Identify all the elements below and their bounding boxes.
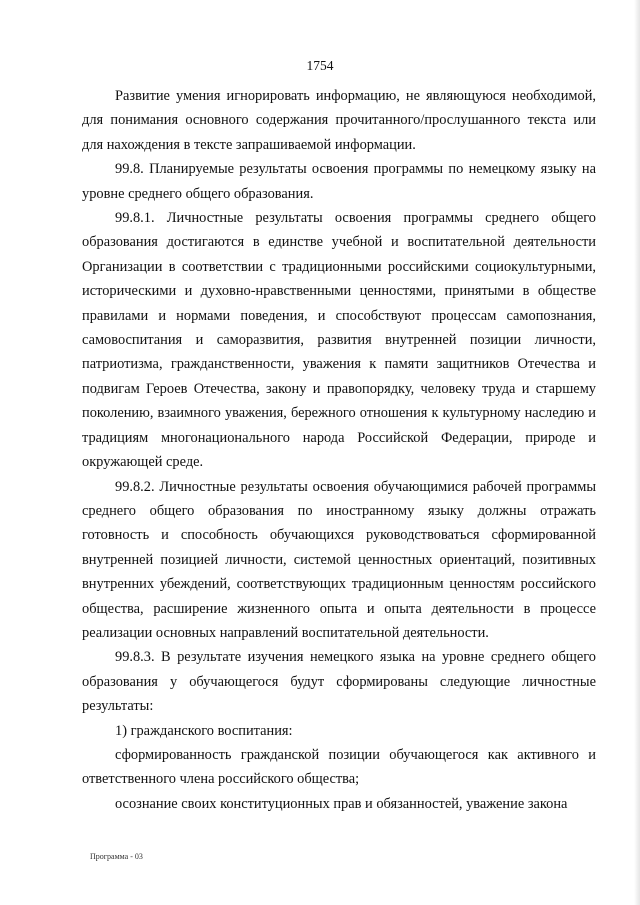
footer-label: Программа - 03	[90, 852, 143, 861]
page-edge-shadow	[634, 0, 640, 905]
paragraph-civic-heading: 1) гражданского воспитания:	[115, 722, 293, 739]
paragraph-skill: Развитие умения игнорировать информацию, не являющуюся необходимой, для понимания основного содержания прочитанного/прослушанного текста или для нахождения в тексте запрашиваемой информации.	[82, 88, 596, 153]
paragraph-99-8-2: 99.8.2. Личностные результаты освоения обучающимися рабочей программы среднего общего образования по иностранному языку должны отражать готовность и способность обучающихся руководствоваться сформированной внутренней позицией личности, системой ценностных ориентаций, позитивных внутренних убеждений, соответствующих традиционным ценностям российского общества, расширение жизненного опыта и опыта деятельности в процессе реализации основных направлений воспитательной деятельности.	[82, 478, 596, 641]
paragraph-99-8-3: 99.8.3. В результате изучения немецкого языка на уровне среднего общего образования у обучающегося будут сформированы следующие личностные результаты:	[82, 649, 596, 715]
page-number: 1754	[306, 58, 334, 73]
paragraph-constitutional-rights: осознание своих конституционных прав и обязанностей, уважение закона	[115, 795, 568, 812]
document-body	[82, 84, 596, 816]
paragraph-99-8: 99.8. Планируемые результаты освоения программы по немецкому языку на уровне среднего общего образования.	[82, 161, 596, 202]
paragraph-civic-position: сформированность гражданской позиции обучающегося как активного и ответственного члена российского общества;	[82, 746, 596, 788]
paragraph-99-8-1: 99.8.1. Личностные результаты освоения программы среднего общего образования достигаются в единстве учебной и воспитательной деятельности Организации в соответствии с традиционными российскими социокультурными, историческими и духовно-нравственными ценностями, принятыми в обществе правилами и нормами поведения, и способствуют процессам самопознания, самовоспитания и саморазвития, развития внутренней позиции личности, патриотизма, гражданственности, уважения к памяти защитников Отечества и подвигам Героев Отечества, закону и правопорядку, человеку труда и старшему поколению, взаимного уважения, бережного отношения к культурному наследию и традициям многонационального народа Российской Федерации, природе и окружающей среде.	[82, 210, 596, 471]
